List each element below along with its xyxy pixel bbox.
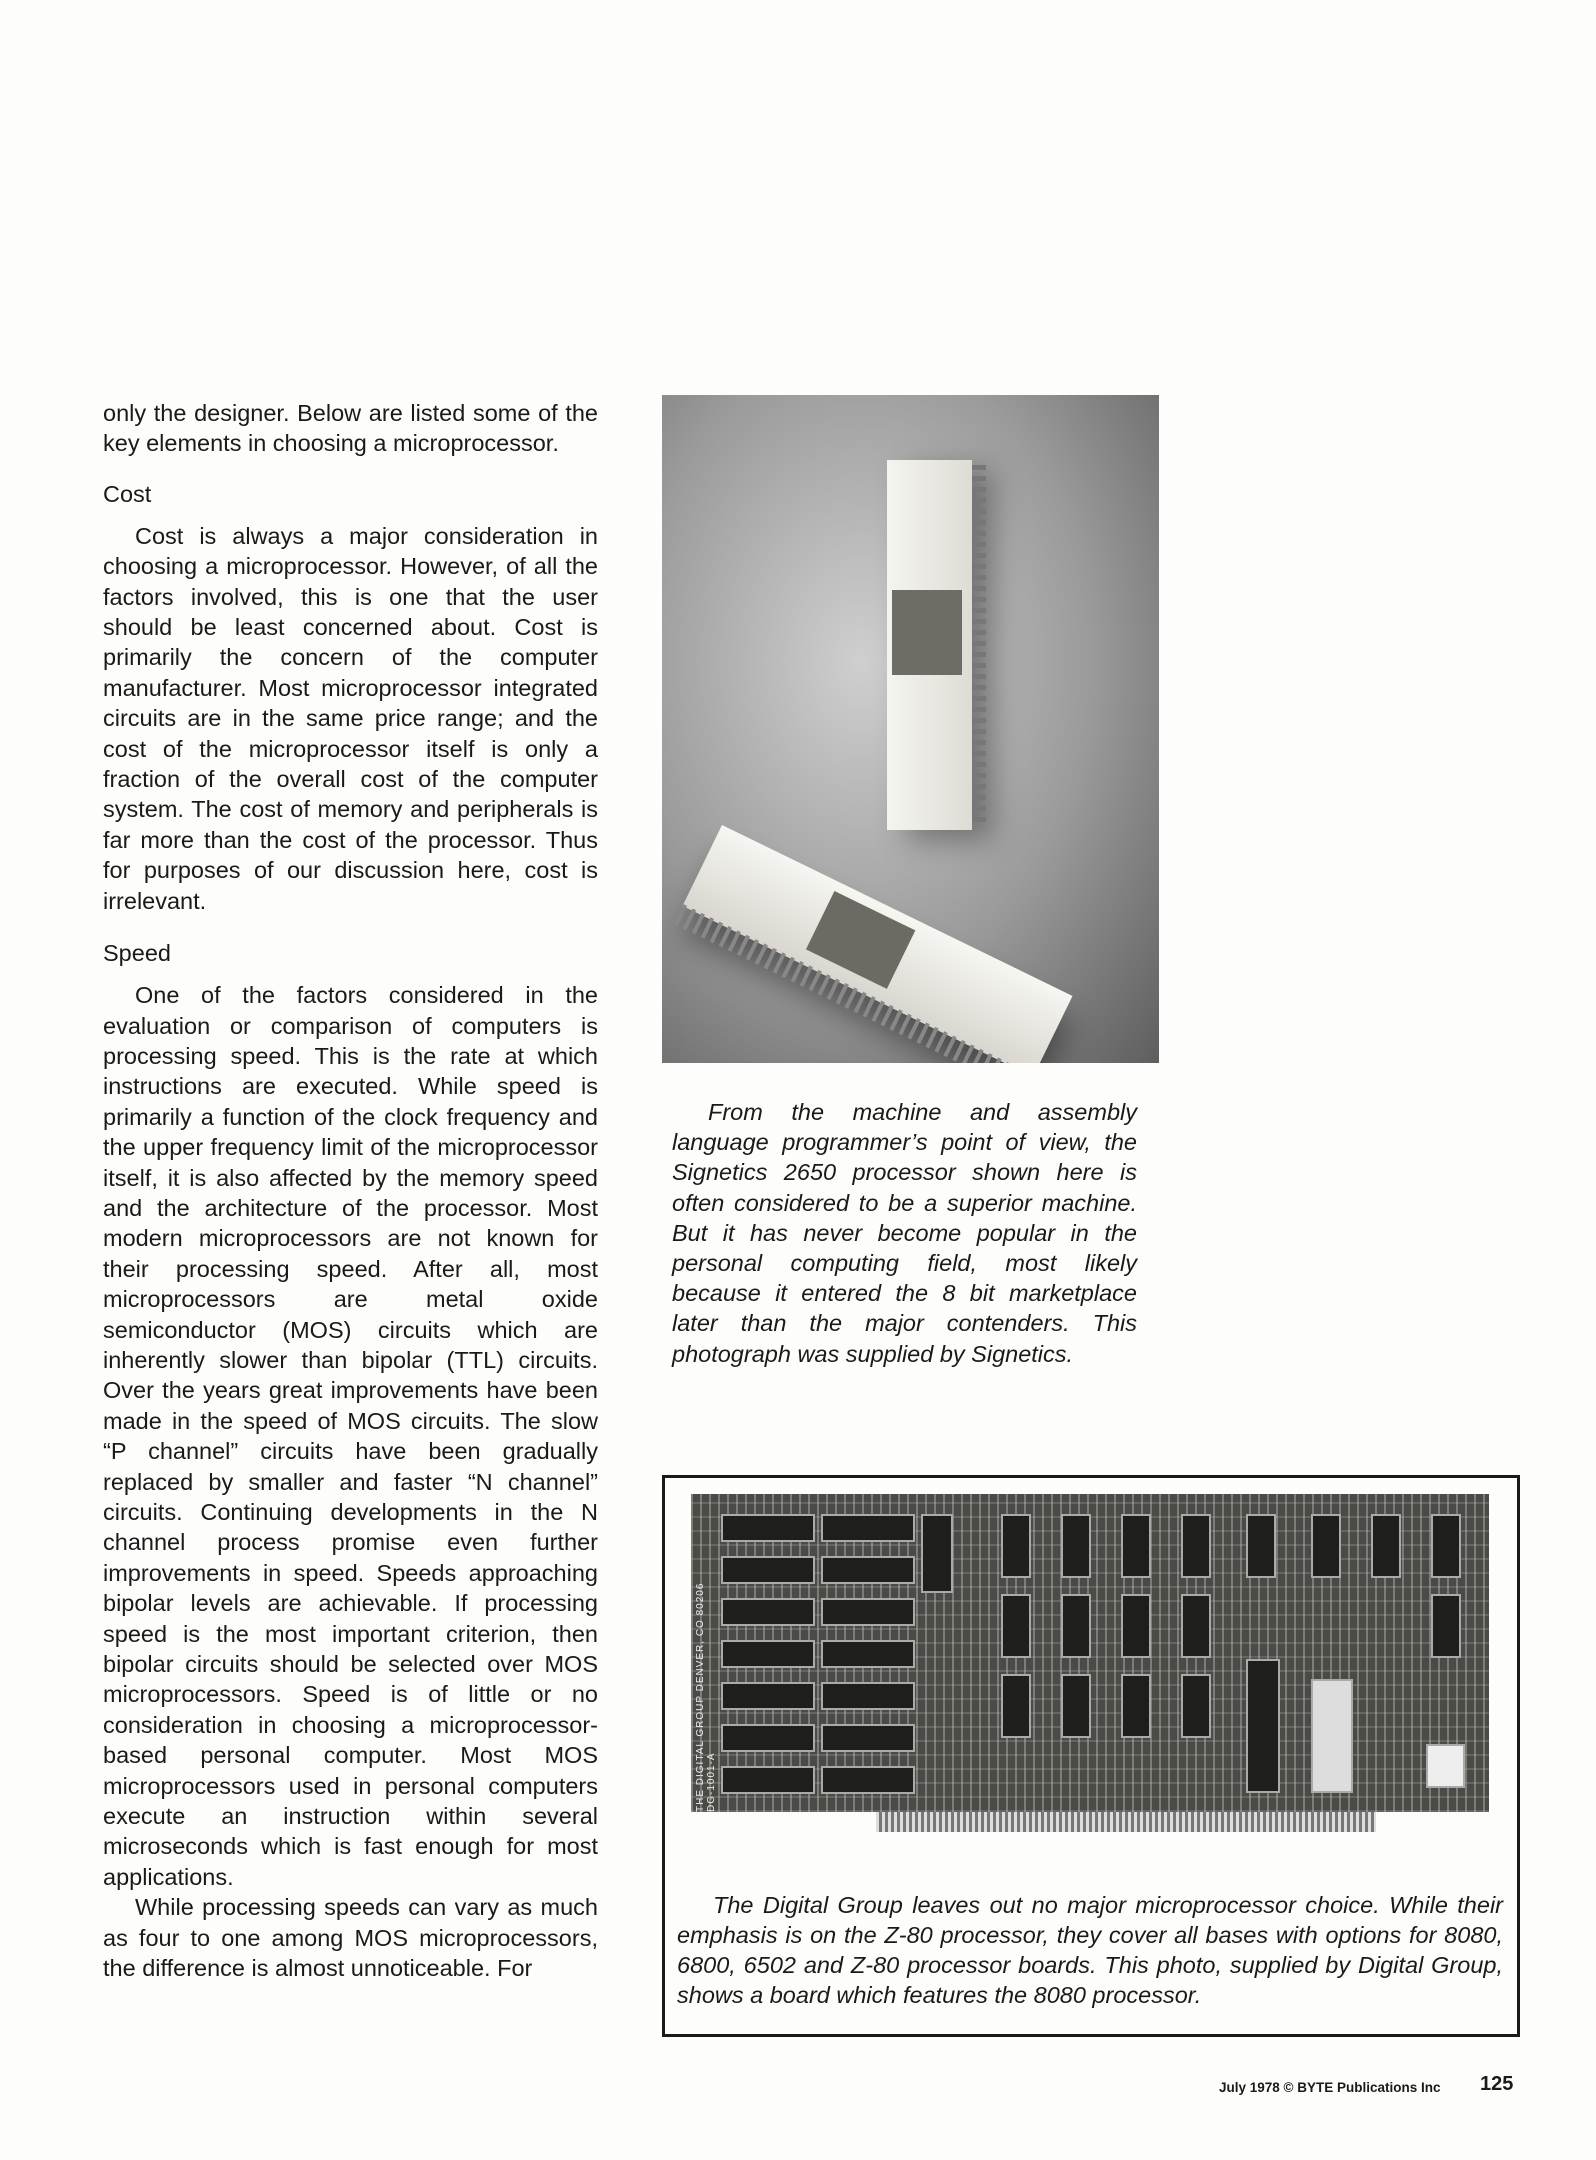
ic-chip (821, 1598, 915, 1626)
cost-paragraph: Cost is always a major consideration in choosing a microprocessor. However, of all the factors involved, this is one that the user should be least concerned about. Cost is primarily the concern of the computer manufacturer. Most microprocessor integrated circuits are in the same price range; and the cost of the microprocessor itself is only a fraction of the overall cost of the computer system. The cost of memory and peripherals is far more than the cost of the processor. Thus for purposes of our discussion here, cost is irrelevant. (103, 522, 598, 914)
ic-chip (1121, 1514, 1151, 1578)
section-heading-cost: Cost (103, 480, 152, 507)
ic-chip (1181, 1594, 1211, 1658)
ic-chip (1371, 1514, 1401, 1578)
ic-chip (821, 1556, 915, 1584)
ic-chip (1061, 1674, 1091, 1738)
ic-chip (821, 1640, 915, 1668)
speed-paragraph-1: One of the factors considered in the evaluation or comparison of computers is processing speed. This is the rate at which instructions are executed. While speed is primarily a function of the clock frequency and the upper frequency limit of the microprocessor itself, it is also affected by the memory speed and the architecture of the processor. Most modern microprocessors are not known for their processing speed. After all, most microprocessors are metal oxide semiconductor (MOS) circuits which are inherently slower than bipolar (TTL) circuits. Over the years great improvements have been made in the speed of MOS circuits. The slow “P channel” circuits have been gradually replaced by smaller and faster “N channel” circuits. Continuing developments in the N channel process promise even further improvements in speed. Speeds approaching bipolar levels are achievable. If processing speed is the most important criterion, then bipolar circuits should be selected over MOS microprocessors. Speed is of little or no consideration in choosing a microprocessor-based personal computer. Most MOS microprocessors used in personal computers execute an instruction within several microseconds which is fast enough for most applications. (103, 982, 598, 1890)
intro-paragraph: only the designer. Below are listed some of the key elements in choosing a microprocessor. (103, 400, 598, 457)
eprom-chip (921, 1514, 953, 1593)
ic-chip (821, 1766, 915, 1794)
page-number: 125 (1480, 2073, 1514, 2095)
edge-connector (876, 1812, 1376, 1832)
ic-chip (1001, 1594, 1031, 1658)
ic-chip (721, 1640, 815, 1668)
cpu-8080-chip (1246, 1659, 1280, 1793)
ic-chip (721, 1724, 815, 1752)
ic-chip (1431, 1594, 1461, 1658)
chip-pins (972, 465, 986, 825)
ic-chip (1001, 1514, 1031, 1578)
chip-die (892, 590, 962, 675)
ic-chip (821, 1682, 915, 1710)
ic-chip (821, 1514, 915, 1542)
ic-chip (1121, 1594, 1151, 1658)
ic-chip (1121, 1674, 1151, 1738)
ic-chip (1431, 1514, 1461, 1578)
ic-chip (721, 1598, 815, 1626)
digital-group-caption: The Digital Group leaves out no major microprocessor choice. While their emphasis is on the Z-80 processor, they cover all bases with options for 8080, 6800, 6502 and Z-80 processor boards. This photo, supplied by Digital Group, shows a board which features the 8080 processor. (677, 1892, 1503, 2008)
ic-chip (1001, 1674, 1031, 1738)
crystal (1426, 1744, 1465, 1788)
ic-chip (1181, 1514, 1211, 1578)
digital-group-figure (662, 1475, 1520, 2037)
horizontal-chip (683, 825, 1073, 1063)
ic-chip (721, 1514, 815, 1542)
left-column (103, 398, 598, 1984)
ic-chip (721, 1766, 815, 1794)
ic-chip (1311, 1514, 1341, 1578)
ic-chip (1061, 1594, 1091, 1658)
crystal-module (1311, 1679, 1353, 1793)
ic-chip (721, 1556, 815, 1584)
board-silkscreen-label: THE DIGITAL GROUP DENVER, CO 80206 DG-1001-A (695, 1582, 717, 1812)
signetics-2650-photo (662, 395, 1159, 1063)
vertical-chip (887, 460, 972, 830)
speed-paragraph-2: While processing speeds can vary as much as four to one among MOS microprocessors, the difference is almost unnoticeable. For (103, 1894, 598, 1982)
signetics-caption: From the machine and assembly language programmer’s point of view, the Signetics 2650 processor shown here is often considered to be a superior machine. But it has never become popular in the personal computing field, most likely because it entered the 8 bit marketplace later than the major contenders. This photograph was supplied by Signetics. (672, 1099, 1137, 1367)
section-heading-speed: Speed (103, 940, 171, 967)
ic-chip (821, 1724, 915, 1752)
footer-credit: July 1978 © BYTE Publications Inc (1219, 2080, 1441, 2095)
cpu-board-photo (691, 1494, 1489, 1812)
ic-chip (1246, 1514, 1276, 1578)
ic-chip (721, 1682, 815, 1710)
ic-chip (1181, 1674, 1211, 1738)
ic-chip (1061, 1514, 1091, 1578)
